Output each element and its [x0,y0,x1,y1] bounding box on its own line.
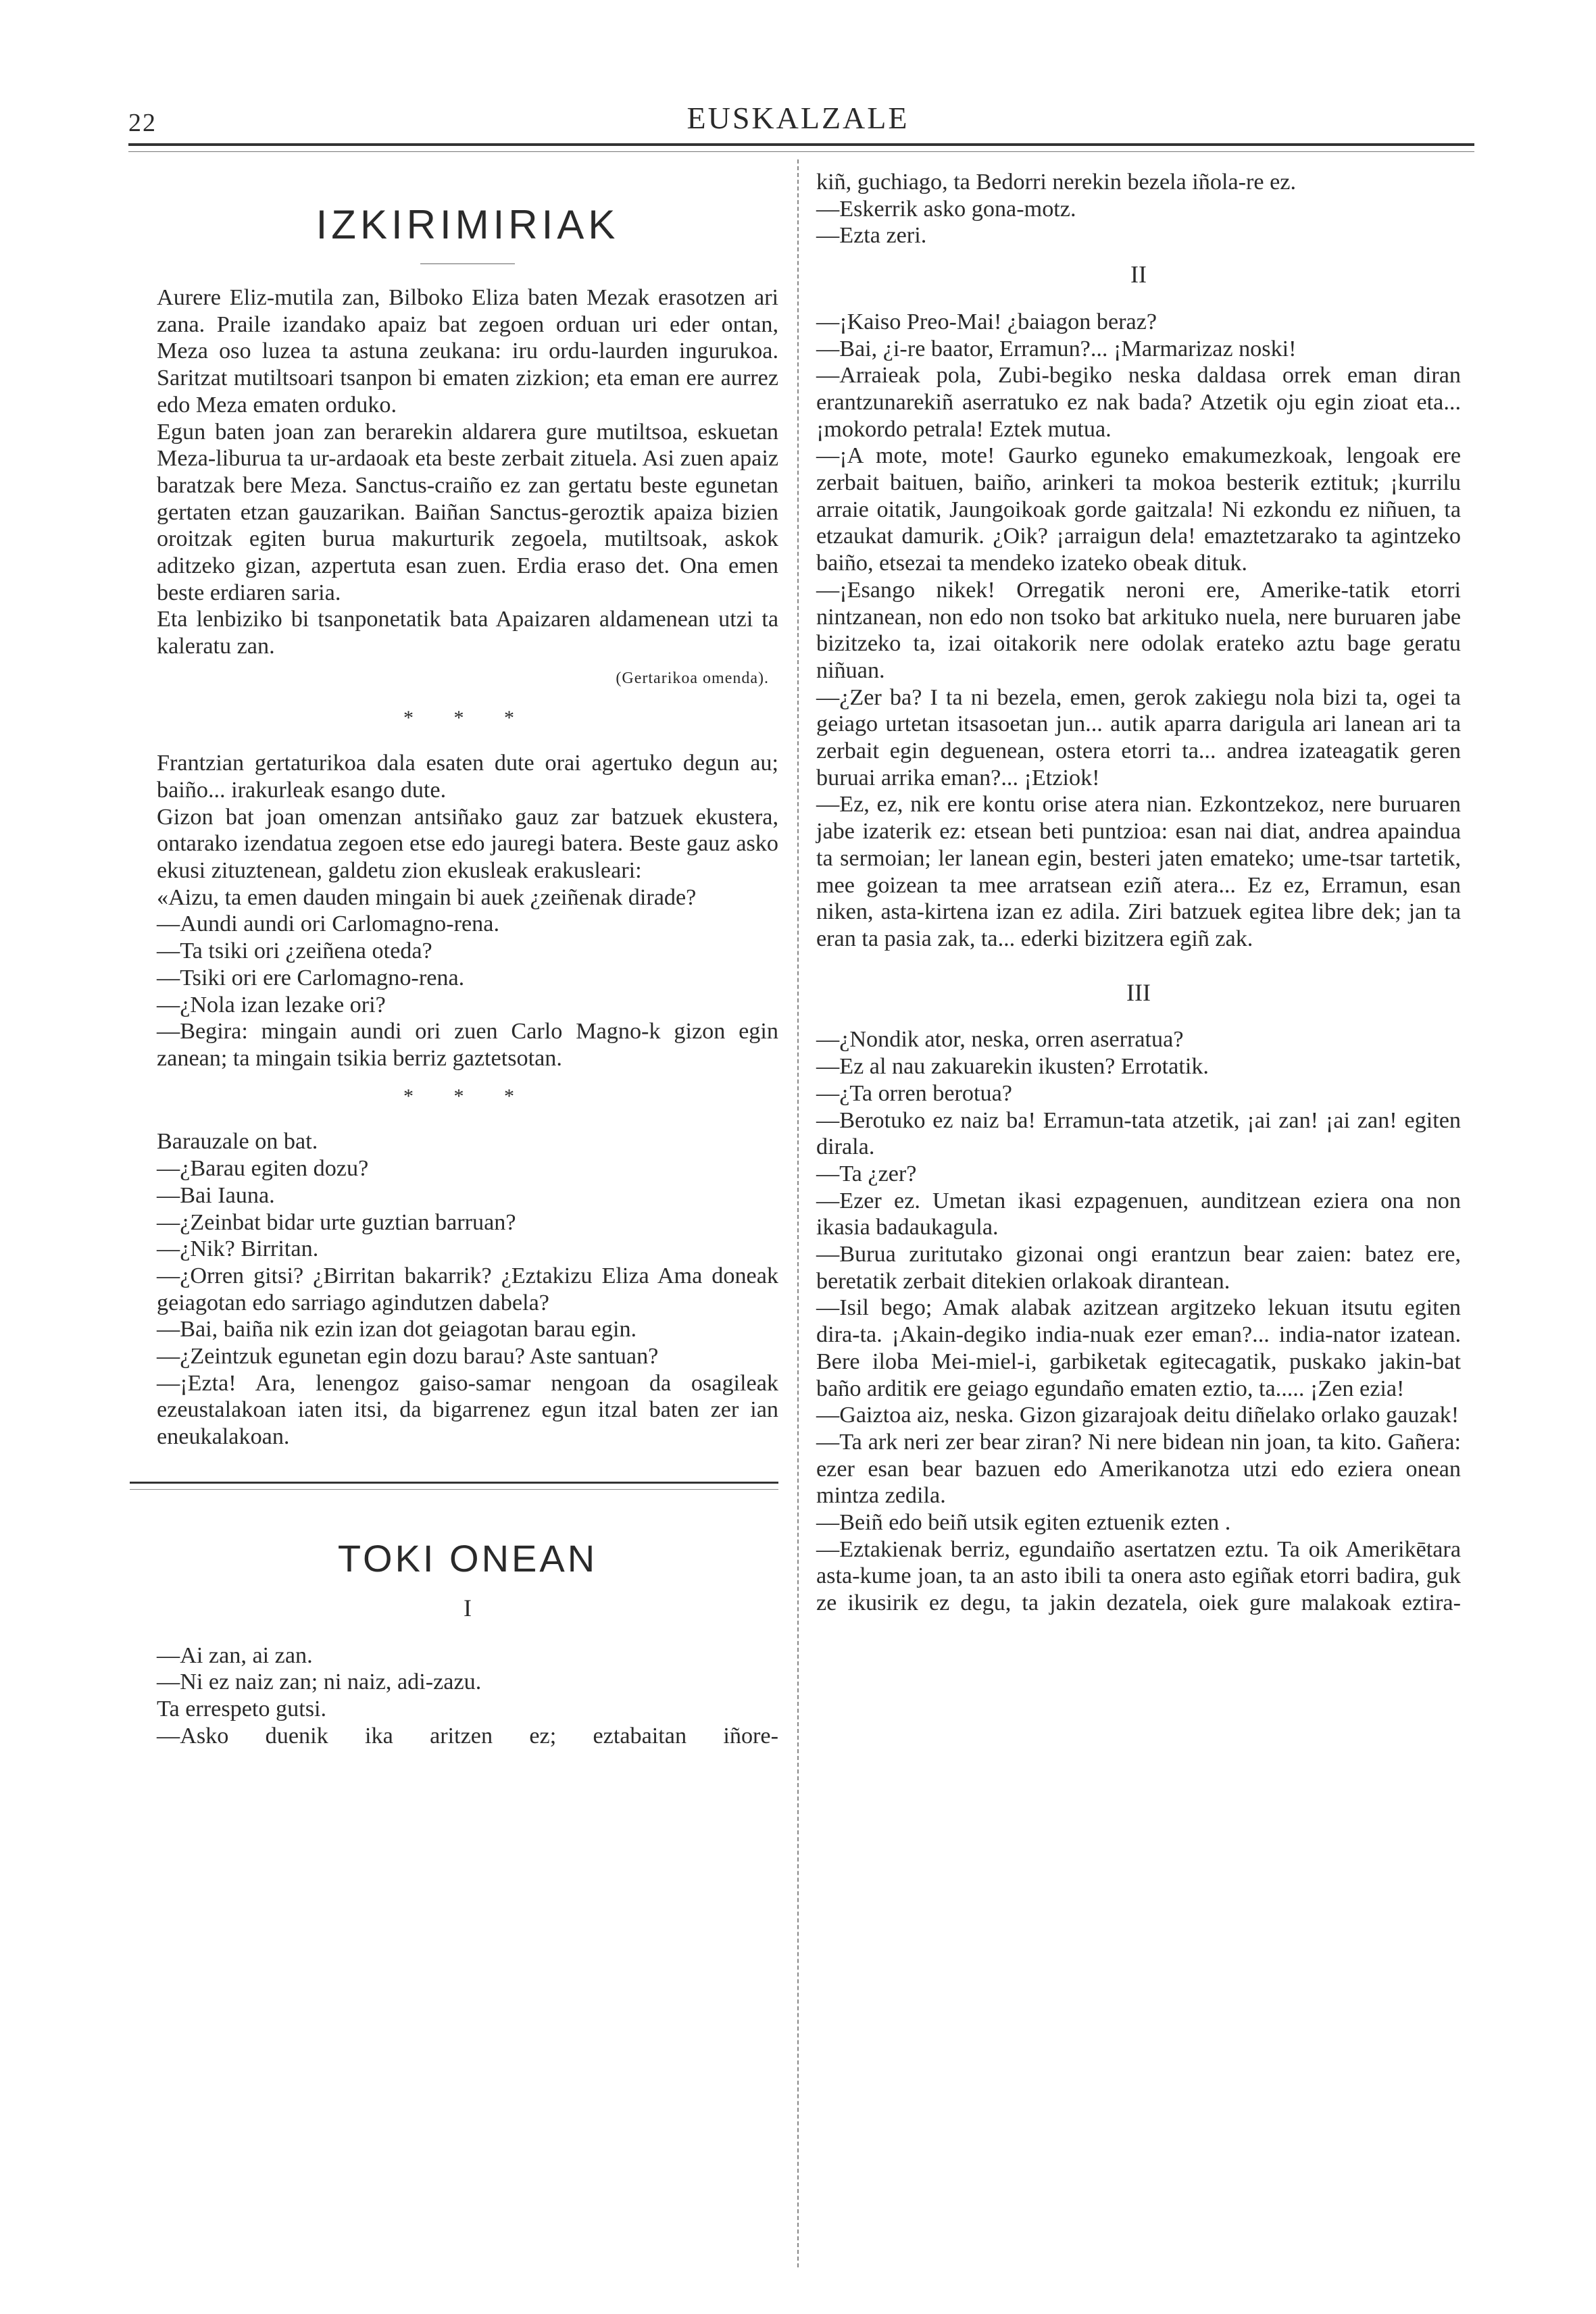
paragraph: Egun baten joan zan berarekin aldarera gure mutiltsoa, eskuetan Meza-liburua ta ur-ardaoak eta beste zerbait zituela. Asi zuen apaiz baratzak bere Meza. Sanctus-craiño ez zan gertatu beste egunetan gertaten etzan gauzarikan. Baiñan Sanctus-geroztik apaiza bizien oroitzak egiten burua makurturik zegoela, mutiltsoak, askok aditzeko gizan, azpertuta esan zuen. Erdia eraso det. Ona emen beste erdiaren saria. [157,419,778,605]
paragraph: —Gaiztoa aiz, neska. Gizon gizarajoak deitu diñelako orlako gauzak! [816,1403,1460,1428]
section-stars: * * * [403,706,532,729]
paragraph: Eta lenbiziko bi tsanponetatik bata Apaizaren aldamenean utzi ta kaleratu zan. [157,607,778,659]
paragraph: —Bai Iauna. [157,1182,275,1208]
paragraph: Barauzale on bat. [157,1129,318,1155]
paragraph: Frantzian gertaturikoa dala esaten dute orai agertuko degun au; baiño... irakurleak esango dute. [157,751,778,803]
paragraph: —¿Zer ba? I ta ni bezela, emen, gerok zakiegu nola bizi ta, ogei ta geiago urtetan itsasoetan jun... autik aparra darigula ari lanean ari ta zerbait egin deguenean, ostera etorri ta... andrea izateagatik geren buruai arrika eman?... ¡Etziok! [816,684,1461,790]
paragraph: —Bai, ¿i-re baator, Erramun?... ¡Marmarizaz noski! [816,336,1297,361]
paragraph: —Ta tsiki ori ¿zeiñena oteda? [157,938,432,964]
paragraph: —Ezta zeri. [816,223,927,249]
paragraph: —¿Ta orren berotua? [816,1080,1012,1106]
header-rule [128,143,1474,146]
paragraph: —Eskerrik asko gona-motz. [816,196,1076,222]
section-numeral: I [464,1594,472,1621]
page-number: 22 [128,109,157,137]
section-numeral: II [1130,261,1147,288]
paragraph: —¿Orren gitsi? ¿Birritan bakarrik? ¿Eztakizu Eliza Ama doneak geiagotan edo sarriago agindutzen dabela? [157,1263,778,1315]
article-title-toki-onean: TOKI ONEAN [337,1536,598,1580]
section-stars: * * * [403,1084,532,1107]
running-title: EUSKALZALE [687,101,909,135]
paragraph: Ta errespeto gutsi. [157,1696,327,1721]
paragraph: «Aizu, ta emen dauden mingain bi auek ¿zeiñenak dirade? [157,884,697,910]
article-title-izkirimiriak: IZKIRIMIRIAK [316,202,620,247]
paragraph: —Ta ark neri zer bear ziran? Ni nere bidean nin joan, ta kito. Gañera: ezer esan bear bazuen edo Amerikanotza utzi edo eziera onean mintza zedila. [816,1429,1461,1509]
paragraph: —¡Kaiso Preo-Mai! ¿baiagon beraz? [816,309,1157,334]
paragraph: —Begira: mingain aundi ori zuen Carlo Magno-k gizon egin zanean; ta mingain tsikia berriz gaztetsotan. [157,1019,778,1071]
paragraph: —Asko duenik ika aritzen ez; eztabaitan iñore- [157,1723,778,1749]
left-column [157,169,778,1749]
title-underline [420,263,515,264]
paragraph: —Ez al nau zakuarekin ikusten? Errotatik. [816,1054,1209,1080]
column-divider [797,159,799,2267]
paragraph: Gizon bat joan omenzan antsiñako gauz zar batzuek ekustera, ontarako izendatua zegoen etse edo jauregi batera. Beste gauz asko ekusi zituztenean, galdetu zion ekusleak erakusleari: [157,804,778,884]
paragraph: —Tsiki ori ere Carlomagno-rena. [157,965,465,990]
paragraph: —¡Esango nikek! Orregatik neroni ere, Amerike-tatik etorri nintzanean, non edo non tsoko bat arkituko nuela, nere buruaren jabe bizitzeko ta, izai oitakorik nere odolak erateko aztu bage geratu niñuan. [816,577,1461,683]
paragraph: —Berotuko ez naiz ba! Erramun-tata atzetik, ¡ai zan! ¡ai zan! egiten dirala. [816,1107,1461,1160]
paragraph: —Isil bego; Amak alabak azitzean argitzeko lekuan itsutu egiten dira-ta. ¡Akain-degiko india-nuak ezer eman?... india-nator izatean. Bere iloba Mei-miel-i, garbiketak egitecagatik, puskako jakin-bat baño arditik ere geiago egundaño ematen eztio, ta..... ¡Zen ezia! [816,1295,1461,1401]
header-rule-thin [128,151,1474,152]
paragraph: —Eztakienak berriz, egundaiño asertatzen eztu. Ta oik Amerikētara asta-kume joan, ta an asto ibili ta onera asto egiñak etorri badira, guk ze ikusirik ez degu, ta jakin dezatela, oiek gure malakoak eztira- [816,1536,1461,1616]
paragraph: —Ez, ez, nik ere kontu orise atera nian. Ezkontzekoz, nere buruaren jabe izaterik ez: etsean beti puntzioa: esan nai diat, andrea apaindua ta sermoian; ler lanean egin, besteri jaten emateko; ume-tsar tartetik, mee goizean ta mee arratsean eziñ atera... Ez ez, Erramun, esan niken, asta-kirtena izan ez adila. Ziri batzuek egitea libre dek; jan ta eran ta pasia zak, ta... ederki bizitzera egiñ zak. [816,792,1461,951]
paragraph: —¿Barau egiten dozu? [157,1156,369,1182]
section-numeral: III [1126,978,1151,1006]
paragraph: —Aundi aundi ori Carlomagno-rena. [157,911,499,937]
paragraph: —¿Nola izan lezake ori? [157,992,386,1017]
paragraph: —¿Zeinbat bidar urte guztian barruan? [157,1209,516,1235]
paragraph: —Ai zan, ai zan. [157,1642,313,1668]
paragraph: —Beiñ edo beiñ utsik egiten eztuenik ezten . [816,1510,1231,1536]
paragraph: —Burua zuritutako gizonai ongi erantzun bear zaien: batez ere, beretatik zerbait ditekien orlakoak dirantean. [816,1242,1461,1294]
source-note: (Gertarikoa omenda). [616,669,769,687]
paragraph: —Arraieak pola, Zubi-begiko neska daldasa orrek eman diran erantzunarekiñ aserratuko ez nak bada? Atzetik oju egin zioat eta... ¡mokordo petrala! Eztek mutua. [816,363,1461,442]
paragraph: —¿Zeintzuk egunetan egin dozu barau? Aste santuan? [157,1344,659,1369]
paragraph: —¿Nondik ator, neska, orren aserratua? [816,1027,1184,1053]
paragraph: kiñ, guchiago, ta Bedorri nerekin bezela iñola-re ez. [816,170,1297,195]
paragraph: —¡A mote, mote! Gaurko eguneko emakumezkoak, lengoak ere zerbait baituen, baiño, arinkeri ta mokoa besterik eztituk; ¡kurrilu arraie oitatik, Jaungoikoak gorde gaitzala! Ni ezkondu ez niñuen, ta etzaukat damurik. ¿Oik? ¡arraigun dela! emaztetzarako ta agintzeko baiño, etsezai ta mendeko izateko obeak dituk. [816,443,1461,576]
paragraph: —Ta ¿zer? [816,1161,917,1186]
section-rule-thin [130,1489,778,1490]
right-column [816,169,1461,1617]
paragraph: —Ezer ez. Umetan ikasi ezpagenuen, aunditzean eziera ona non ikasia badaukagula. [816,1188,1461,1240]
paragraph: Aurere Eliz-mutila zan, Bilboko Eliza baten Mezak erasotzen ari zana. Praile izandako apaiz bat zegoen orduan uri eder ontan, Meza oso luzea ta astuna zeukana: iru ordu-laurden ingurukoa. Saritzat mutiltsoari tsanpon bi ematen zizkion; eta eman ere aurrez edo Meza ematen orduko. [157,285,778,418]
paragraph: —¡Ezta! Ara, lenengoz gaiso-samar nengoan da osagileak ezeustalakoan iaten itsi, da bigarrenez egun itzal baten zer ian eneukalakoan. [157,1370,778,1450]
paragraph: —Ni ez naiz zan; ni naiz, adi-zazu. [157,1669,482,1695]
paragraph: —Bai, baiña nik ezin izan dot geiagotan barau egin. [157,1317,637,1342]
paragraph: —¿Nik? Birritan. [157,1236,319,1262]
section-rule [130,1482,778,1484]
